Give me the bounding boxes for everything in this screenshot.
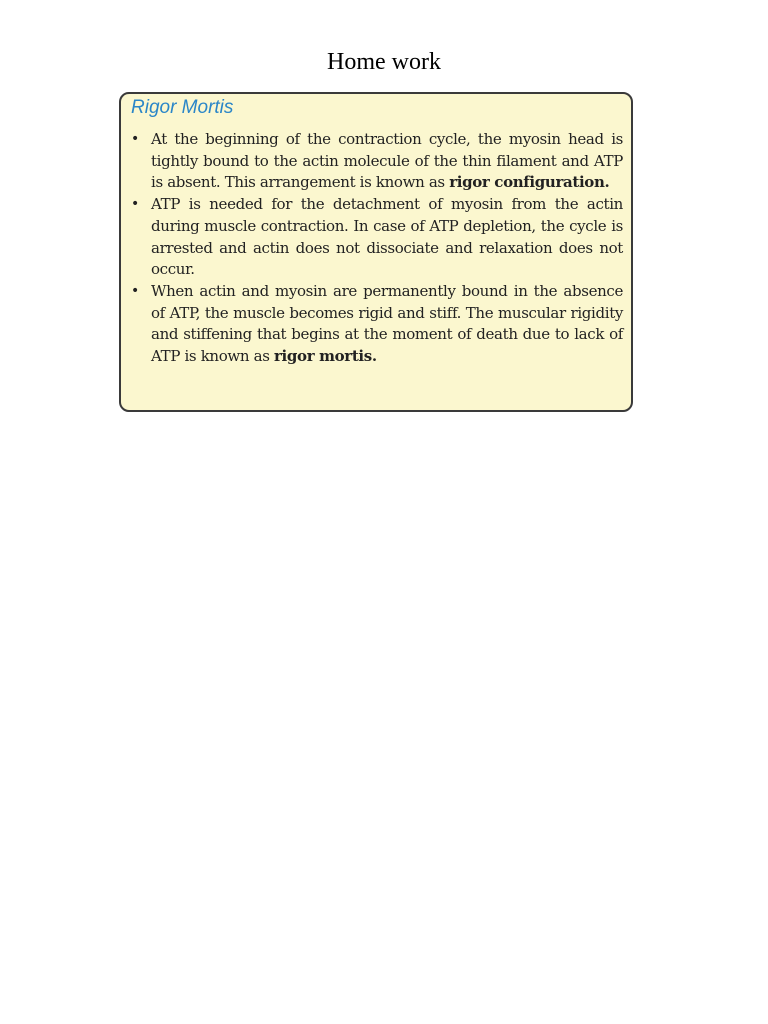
bullet-dot-icon: • xyxy=(131,282,139,299)
rigor-mortis-info-box xyxy=(119,92,633,412)
bullet-item xyxy=(131,281,623,368)
box-title: Rigor Mortis xyxy=(131,97,234,118)
bullet-text: At the beginning of the contraction cycle, the myosin head is tightly bound to the actin molecule of the thin filament and ATP is absent. This arrangement is known as xyxy=(151,130,623,192)
bullet-item xyxy=(131,129,623,194)
bullet-list xyxy=(131,129,623,368)
bullet-text: When actin and myosin are permanently bound in the absence of ATP, the muscle becomes rigid and stiff. The muscular rigidity and stiffening that begins at the moment of death due to lack of ATP is known as xyxy=(151,281,623,366)
bullet-dot-icon: • xyxy=(131,131,139,147)
bullet-dot-icon: • xyxy=(131,196,139,213)
bullet-item xyxy=(131,194,623,281)
bullet-bold-term: rigor configuration. xyxy=(449,173,610,192)
bullet-bold-term: rigor mortis. xyxy=(274,347,377,366)
page-title: Home work xyxy=(327,49,441,75)
bullet-text: ATP is needed for the detachment of myosin from the actin during muscle contraction. In case of ATP depletion, the cycle is arrested and actin does not dissociate and relaxation does not occur. xyxy=(151,195,623,279)
